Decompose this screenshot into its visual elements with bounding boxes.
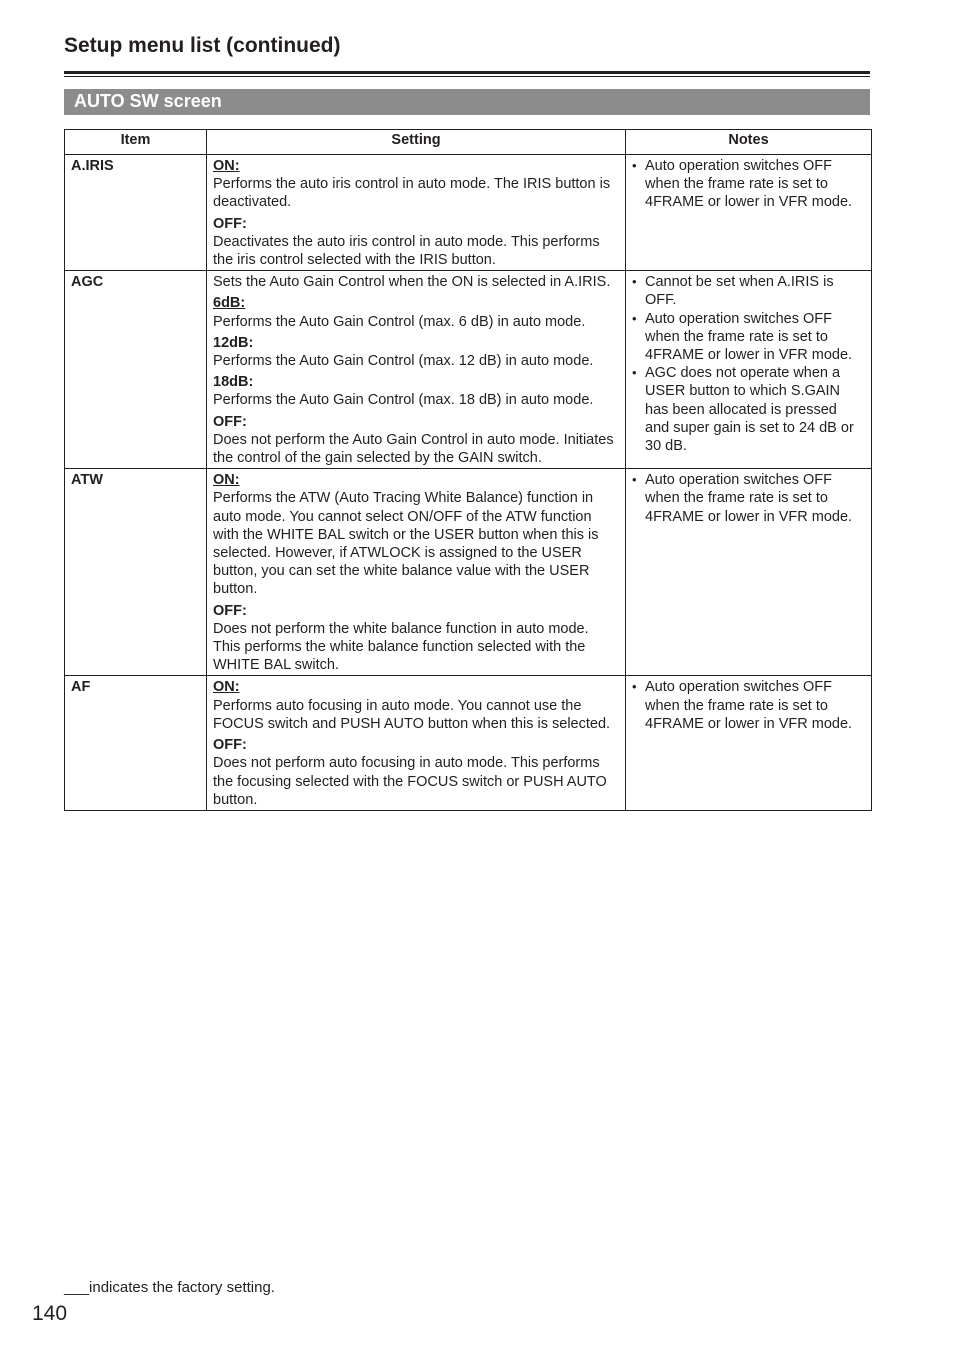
option-label-factory: ON: xyxy=(213,679,240,696)
notes-cell xyxy=(626,469,872,676)
notes-list xyxy=(632,273,865,455)
table-row-atw xyxy=(65,469,872,676)
column-header-notes: Notes xyxy=(626,130,872,155)
setting-cell xyxy=(207,271,626,469)
option-description: Does not perform auto focusing in auto mode. This performs the focusing selected with the FOCUS switch or PUSH AUTO button. xyxy=(213,755,607,808)
option-label-factory: ON: xyxy=(213,158,240,174)
item-cell: AF xyxy=(65,676,207,810)
notes-list xyxy=(632,678,865,733)
option-label: OFF: xyxy=(213,602,247,619)
option-description: Performs the Auto Gain Control (max. 12 dB) in auto mode. xyxy=(213,353,594,370)
table-row-a-iris xyxy=(65,155,872,271)
option-description: Does not perform the white balance function in auto mode. This performs the white balance function selected with the WHITE BAL switch. xyxy=(213,620,589,674)
note-item: • AGC does not operate when a USER button to which S.GAIN has been allocated is pressed and super gain is set to 24 dB or 30 dB. xyxy=(632,364,865,455)
option-description: Performs auto focusing in auto mode. You cannot use the FOCUS switch and PUSH AUTO button when this is selected. xyxy=(213,697,611,732)
page-number: 140 xyxy=(32,1302,68,1325)
setting-cell xyxy=(207,155,626,271)
notes-cell xyxy=(626,676,872,810)
settings-table xyxy=(64,129,872,811)
page-title: Setup menu list (continued) xyxy=(64,34,341,57)
title-rule-thick xyxy=(64,71,870,74)
option-label: OFF: xyxy=(213,215,247,232)
option-label-factory: 6dB: xyxy=(213,295,246,312)
column-header-setting: Setting xyxy=(207,130,626,155)
section-heading: AUTO SW screen xyxy=(64,89,870,115)
note-item: • Auto operation switches OFF when the frame rate is set to 4FRAME or lower in VFR mode. xyxy=(632,678,865,733)
item-cell: A.IRIS xyxy=(65,155,207,271)
setting-cell xyxy=(207,676,626,810)
table-row-agc xyxy=(65,271,872,469)
item-cell: AGC xyxy=(65,271,207,469)
option-description: Deactivates the auto iris control in auto mode. This performs the iris control selected with the IRIS button. xyxy=(213,233,600,269)
note-item: • Auto operation switches OFF when the frame rate is set to 4FRAME or lower in VFR mode. xyxy=(632,310,865,365)
column-header-item: Item xyxy=(65,130,207,155)
option-description: Performs the Auto Gain Control (max. 6 dB) in auto mode. xyxy=(213,313,586,330)
option-label: 12dB: xyxy=(213,334,254,351)
title-rule-thin xyxy=(64,76,870,77)
setting-cell xyxy=(207,469,626,676)
option-description: Performs the ATW (Auto Tracing White Balance) function in auto mode. You cannot select ON/OFF of the ATW function with the WHITE BAL switch or the USER button when this is selected. However, if ATWLOCK is assigned to the USER button, you can set the white balance value with the USER button. xyxy=(213,490,599,598)
option-label: 18dB: xyxy=(213,374,254,391)
option-label-factory: ON: xyxy=(213,472,240,489)
notes-cell xyxy=(626,271,872,469)
setting-intro: Sets the Auto Gain Control when the ON is selected in A.IRIS. xyxy=(213,274,611,291)
option-label: OFF: xyxy=(213,737,247,754)
note-item: • Auto operation switches OFF when the frame rate is set to 4FRAME or lower in VFR mode. xyxy=(632,471,865,526)
option-description: Does not perform the Auto Gain Control in auto mode. Initiates the control of the gain selected by the GAIN switch. xyxy=(213,431,614,467)
table-row-af xyxy=(65,676,872,810)
note-item: • Auto operation switches OFF when the frame rate is set to 4FRAME or lower in VFR mode. xyxy=(632,157,865,212)
option-description: Performs the Auto Gain Control (max. 18 dB) in auto mode. xyxy=(213,392,594,409)
note-item: • Cannot be set when A.IRIS is OFF. xyxy=(632,273,865,309)
table-header-row xyxy=(65,130,872,155)
notes-list xyxy=(632,471,865,526)
notes-list xyxy=(632,157,865,212)
option-label: OFF: xyxy=(213,413,247,430)
factory-setting-footnote: ___indicates the factory setting. xyxy=(64,1279,275,1296)
notes-cell xyxy=(626,155,872,271)
option-description: Performs the auto iris control in auto mode. The IRIS button is deactivated. xyxy=(213,176,611,211)
item-cell: ATW xyxy=(65,469,207,676)
